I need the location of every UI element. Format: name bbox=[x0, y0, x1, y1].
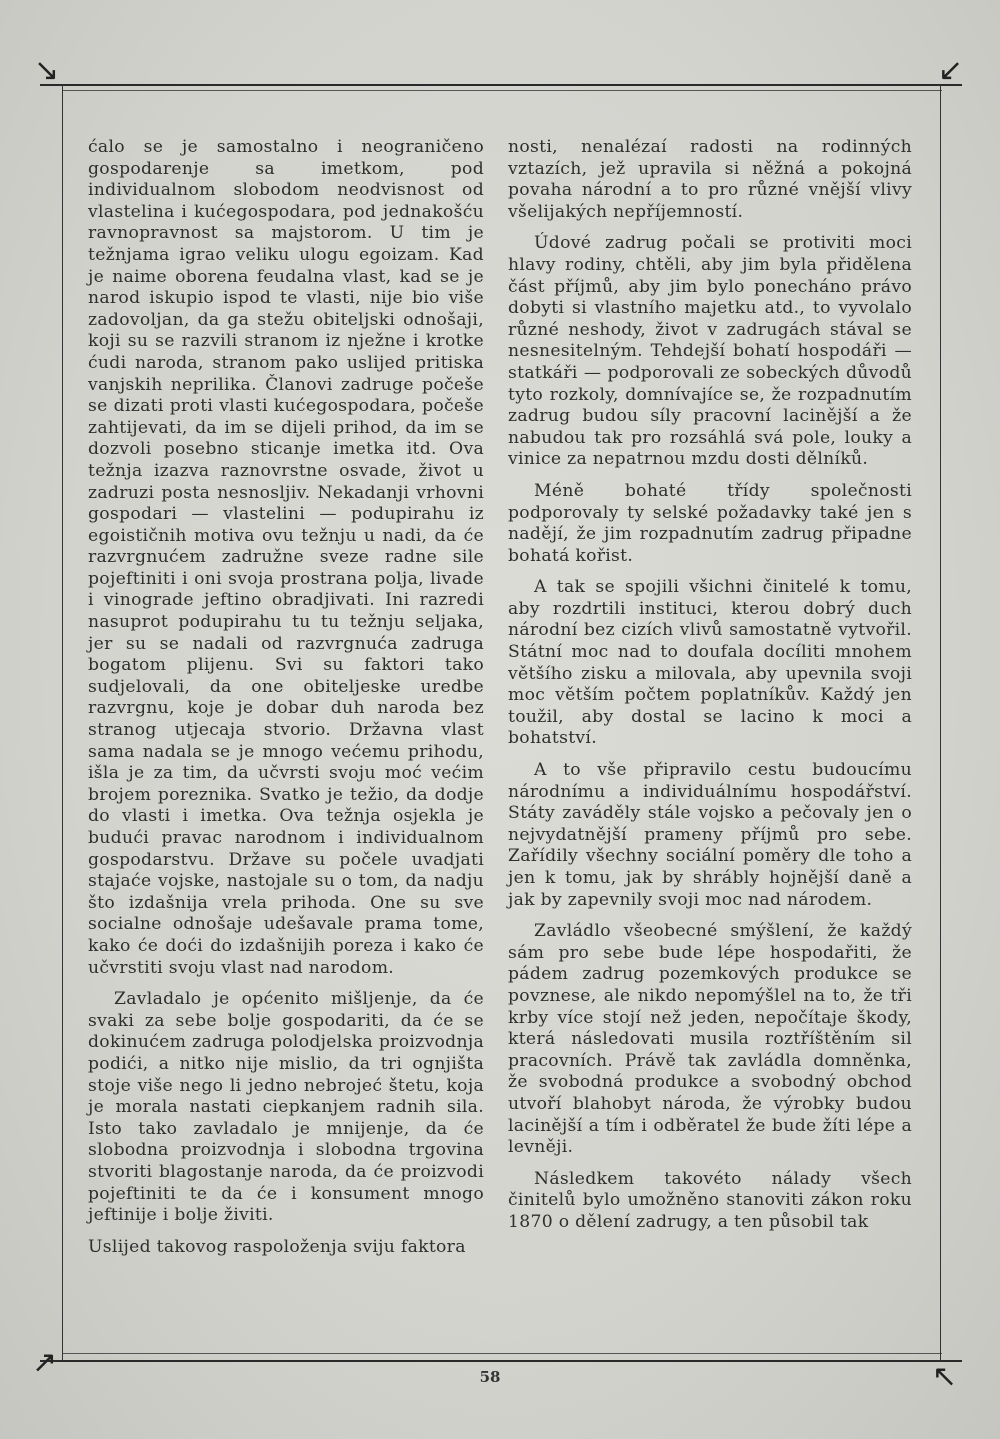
frame-top-rule bbox=[40, 84, 962, 86]
paragraph: Méně bohaté třídy společnosti podporovaly ty selské požadavky také jen s nadějí, že jim rozpadnutím zadrug připadne bohatá kořist. bbox=[508, 480, 912, 566]
frame-left-rule bbox=[62, 84, 63, 1360]
page-number: 58 bbox=[479, 1368, 501, 1386]
paragraph: Následkem takovéto nálady všech činitelů bylo umožněno stanoviti zákon roku 1870 o dělení zadrugy, a ten působil tak bbox=[508, 1168, 912, 1232]
frame-bottom-rule bbox=[40, 1360, 962, 1362]
left-text-column bbox=[88, 137, 484, 1268]
frame-bottom-inner-rule bbox=[62, 1353, 942, 1354]
paragraph: A tak se spojili všichni činitelé k tomu, aby rozdrtili instituci, kterou dobrý duch národní bez cizích vlivů samostatně vytvořil. Státní moc nad to doufala docíliti mnohem většího zisku a milovala, aby upevnila svoji moc větším počtem poplatníkův. Každý jen toužil, aby dostal se lacino k moci a bohatství. bbox=[508, 577, 912, 749]
paragraph: Uslijed takovog raspoloženja sviju faktora bbox=[88, 1236, 466, 1257]
paragraph: Zavladalo je općenito mišljenje, da će svaki za sebe bolje gospodariti, da će se dokinućem zadruga polodjelska proizvodnja podići, a nitko nije mislio, da tri ognjišta stoje više nego li jedno nebrojeć štetu, koja je morala nastati ciepkanjem radnih sila. Isto tako zavladalo je mnijenje, da će slobodna proizvodnja i slobodna trgovina stvoriti blagostanje naroda, da će proizvodi pojeftiniti te da će i konsument mnogo jeftinije i bolje živiti. bbox=[88, 989, 484, 1226]
frame-top-inner-rule bbox=[62, 90, 942, 91]
corner-ornament-icon: ↗ bbox=[32, 1345, 58, 1380]
corner-ornament-icon: ↙ bbox=[938, 53, 964, 88]
paragraph: Údové zadrug počali se protiviti moci hlavy rodiny, chtěli, aby jim byla přidělena část příjmů, aby jim bylo ponecháno právo dobyti si vlastního majetku atd., to vyvolalo různé neshody, život v zadrugách stával se nesnesitelným. Tehdejší bohatí hospodáři — statkáři — podporovali ze sobeckých důvodů tyto rozkoly, domnívajíce se, že rozpadnutím zadrug budou síly pracovní lacinější a že nabudou tak pro rozsáhlá svá pole, louky a vinice za nepatrnou mzdu dosti dělníků. bbox=[508, 233, 912, 470]
paragraph: nosti, nenalézaí radosti na rodinných vztazích, jež upravila si něžná a pokojná povaha národní a to pro různé vnější vlivy všelijakých nepříjemností. bbox=[508, 137, 912, 222]
paragraph: A to vše připravilo cestu budoucímu národnímu a individuálnímu hospodářství. Státy zaváděly stále vojsko a pečovaly jen o nejvydatnější prameny příjmů pro sebe. Zařídily všechny sociální poměry dle toho a jen k tomu, jak by shrábly hojnější daně a jak by zapevnily svoji moc nad národem. bbox=[508, 760, 912, 910]
paragraph: Zavládlo všeobecné smýšlení, že každý sám pro sebe bude lépe hospodařiti, že pádem zadrug pozemkových produkce se povznese, ale nikdo nepomýšlel na to, že tři krby více stojí než jeden, nepočítaje škody, která následovati musila roztříštěním sil pracovních. Právě tak zavládla domněnka, že svobodná produkce a svobodný obchod utvoří blahobyt národa, že výrobky budou lacinější a tím i odběratel že bude žíti lépe a levněji. bbox=[508, 921, 912, 1158]
frame-right-rule bbox=[940, 84, 941, 1360]
corner-ornament-icon: ↖ bbox=[932, 1359, 958, 1394]
right-text-column bbox=[508, 137, 912, 1244]
paragraph: ćalo se je samostalno i neograničeno gospodarenje sa imetkom, pod individualnom slobodom neodvisnost od vlastelina i kućegospodara, pod jednakošću ravnopravnost sa majstorom. U tim je težnjama igrao veliku ulogu egoizam. Kad je naime oborena feudalna vlast, kad se je narod iskupio ispod te vlasti, nije bio više zadovoljan, da ga stežu obiteljski odnošaji, koji su se razvili stranom iz nježne i krotke ćudi naroda, stranom pako uslijed pritiska vanjskih neprilika. Članovi zadruge počeše se dizati proti vlasti kućegospodara, počeše zahtijevati, da im se dijeli prihod, da im se dozvoli posebno sticanje imetka itd. Ova težnja izazva raznovrstne osvade, život u zadruzi posta nesnosljiv. Nekadanji vrhovni gospodari — vlastelini — podupirahu iz egoističnih motiva ovu težnju u nadi, da će razvrgnućem zadružne sveze radne sile pojeftiniti i oni svoja prostrana polja, livade i vinograde jeftino obradjivati. Ini razredi nasuprot podupirahu tu tu težnju seljaka, jer su se nadali od razvrgnuća zadruga bogatom plijenu. Svi su faktori tako sudjelovali, da one obiteljeske uredbe razvrgnu, koje je dobar duh naroda bez stranog utjecaja stvorio. Državna vlast sama nadala se je mnogo većemu prihodu, išla je za tim, da učvrsti svoju moć većim brojem poreznika. Svatko je težio, da dodje do vlasti i imetka. Ova težnja osjekla je budući pravac narodnom i individualnom gospodarstvu. Države su počele uvadjati stajaće vojske, nastojale su o tom, da nadju što izdašnija vrela prihoda. One su sve socialne odnošaje udešavale prama tome, kako će doći do izdašnijih poreza i kako će učvrstiti svoju vlast nad narodom. bbox=[88, 137, 484, 978]
corner-ornament-icon: ↘ bbox=[34, 53, 60, 88]
